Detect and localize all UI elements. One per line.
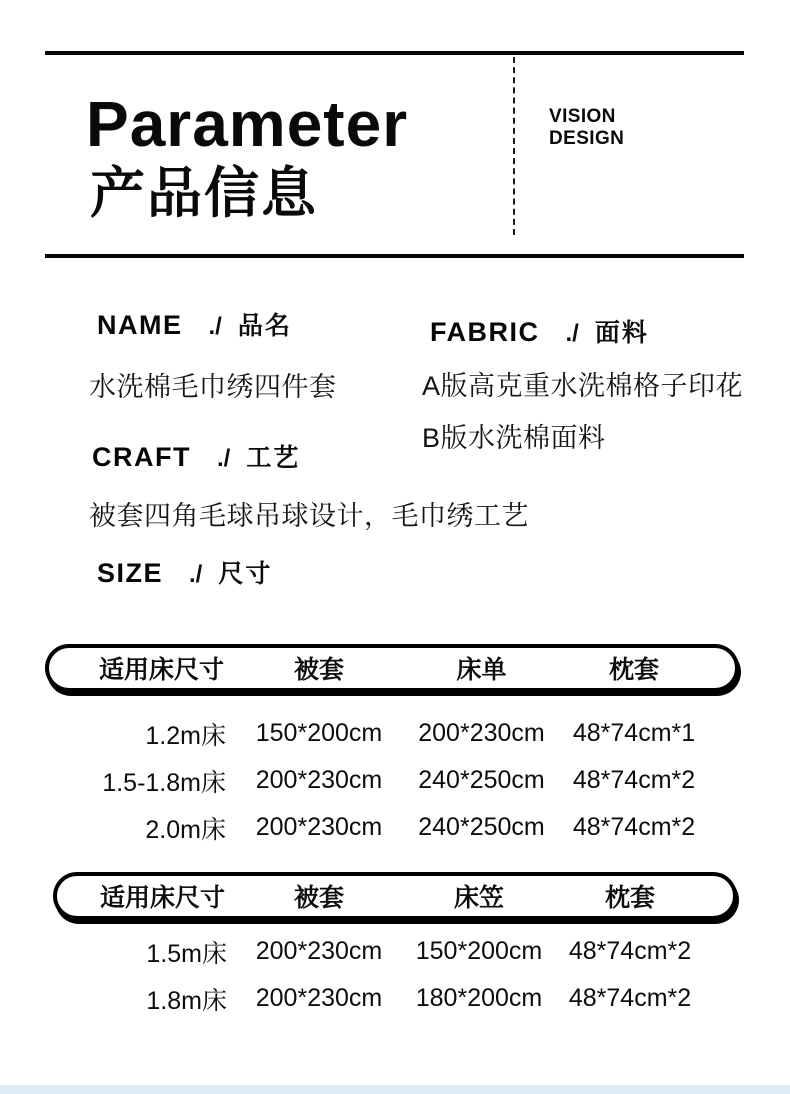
- flat-sheet-cell: 240*250cm: [418, 766, 545, 794]
- table-row: [45, 710, 739, 757]
- pillowcase-cell: 48*74cm*2: [572, 766, 696, 794]
- pillowcase-cell: 48*74cm*2: [568, 984, 692, 1012]
- size-table-sheet-header: [45, 644, 739, 692]
- header-bottom-rule: [45, 254, 744, 258]
- pillowcase-cell: 48*74cm*2: [568, 937, 692, 965]
- fitted-sheet-cell: 150*200cm: [415, 937, 543, 965]
- craft-label-en: CRAFT: [92, 442, 191, 472]
- fabric-value-line1: A版高克重水洗棉格子印花: [422, 371, 744, 401]
- size-table-sheet-rows: [45, 710, 739, 851]
- flat-sheet-cell: 200*230cm: [418, 719, 545, 747]
- pillowcase-cell: 48*74cm*2: [572, 813, 696, 841]
- column-header: 枕套: [604, 884, 655, 912]
- top-rule: [45, 51, 744, 55]
- column-header: 适用床尺寸: [98, 656, 224, 684]
- bed-size-cell: 1.8m床: [146, 986, 227, 1015]
- fitted-sheet-cell: 180*200cm: [415, 984, 543, 1012]
- next-section-edge-strip: [0, 1085, 790, 1094]
- section-heading-craft: [92, 438, 300, 474]
- size-label-en: SIZE: [97, 558, 164, 588]
- size-separator: ./: [189, 561, 203, 588]
- section-heading-fabric: [430, 313, 649, 349]
- size-table-fitted: [53, 872, 737, 1022]
- duvet-cover-cell: 200*230cm: [255, 937, 383, 965]
- name-label-cn: 品名: [237, 312, 292, 340]
- section-heading-name: [97, 306, 292, 342]
- brand-mark: [549, 106, 624, 150]
- table-row: [53, 928, 737, 975]
- fabric-label-cn: 面料: [594, 319, 649, 347]
- duvet-cover-cell: 200*230cm: [255, 813, 383, 841]
- column-header: 床笠: [453, 884, 504, 912]
- product-name-value: 水洗棉毛巾绣四件套: [89, 372, 337, 402]
- section-heading-size: [97, 554, 272, 590]
- bed-size-cell: 1.2m床: [145, 721, 226, 750]
- bed-size-cell: 1.5-1.8m床: [102, 768, 226, 797]
- craft-label-cn: 工艺: [246, 444, 301, 472]
- bed-size-cell: 2.0m床: [145, 815, 226, 844]
- table-row: [53, 975, 737, 1022]
- size-label-cn: 尺寸: [218, 560, 273, 588]
- column-header: 被套: [293, 656, 344, 684]
- name-label-en: NAME: [97, 310, 183, 340]
- dashed-divider: [513, 57, 515, 235]
- duvet-cover-cell: 200*230cm: [255, 766, 383, 794]
- column-header: 枕套: [608, 656, 659, 684]
- column-header: 床单: [456, 656, 507, 684]
- fabric-separator: ./: [565, 320, 579, 347]
- page-title: Parameter: [86, 88, 409, 160]
- size-table-fitted-header: [53, 872, 737, 920]
- craft-separator: ./: [216, 445, 231, 472]
- craft-value: 被套四角毛球吊球设计，毛巾绣工艺: [89, 501, 529, 531]
- pillowcase-cell: 48*74cm*1: [572, 719, 696, 747]
- duvet-cover-cell: 150*200cm: [255, 719, 383, 747]
- bed-size-cell: 1.5m床: [146, 939, 227, 968]
- page-title-chinese: 产品信息: [90, 162, 319, 224]
- name-separator: ./: [208, 313, 222, 340]
- fabric-label-en: FABRIC: [430, 317, 540, 347]
- duvet-cover-cell: 200*230cm: [255, 984, 383, 1012]
- column-header: 被套: [293, 884, 344, 912]
- table-row: [45, 757, 739, 804]
- column-header: 适用床尺寸: [99, 884, 225, 912]
- size-table-sheet: [45, 644, 739, 851]
- size-table-fitted-rows: [53, 928, 737, 1022]
- flat-sheet-cell: 240*250cm: [418, 813, 545, 841]
- brand-line-2: DESIGN: [549, 128, 625, 150]
- table-row: [45, 804, 739, 851]
- fabric-value-line2: B版水洗棉面料: [422, 423, 606, 453]
- brand-line-1: VISION: [549, 106, 616, 127]
